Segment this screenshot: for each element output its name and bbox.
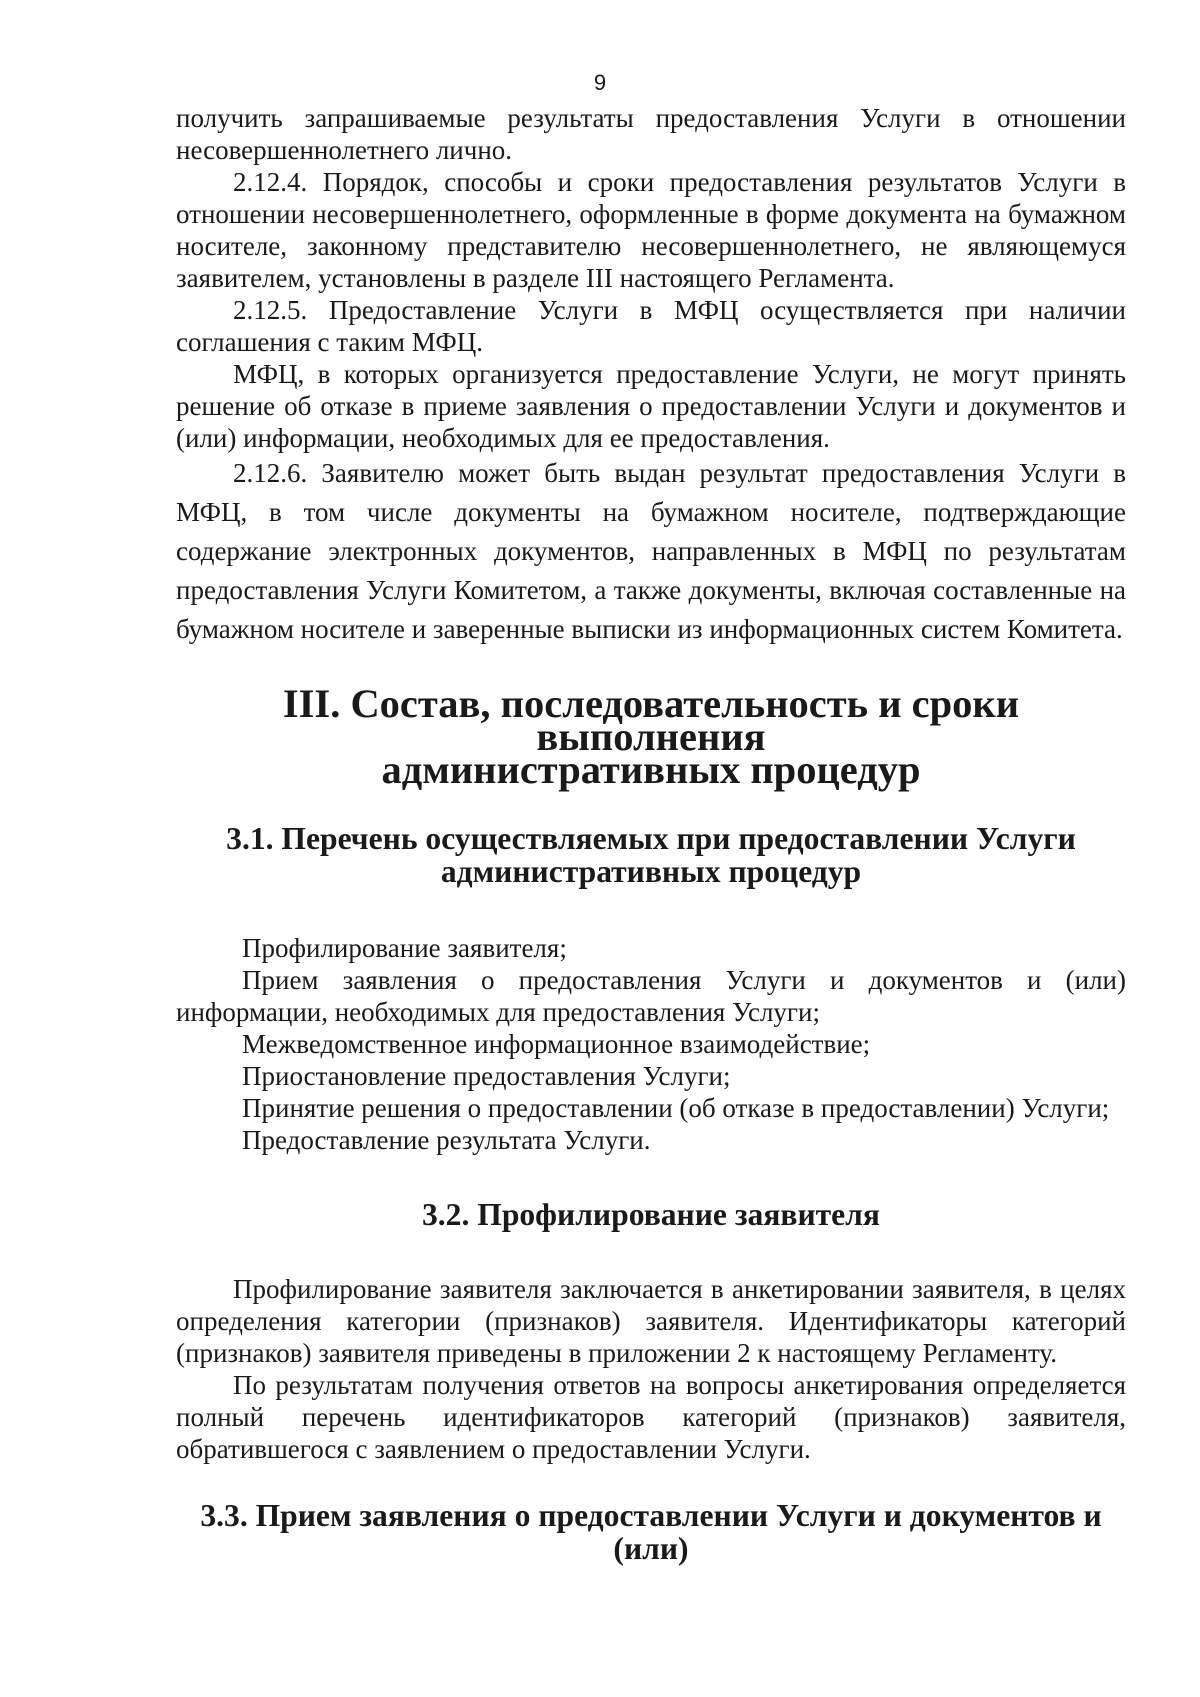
section-3-heading-line-2: административных процедур (381, 747, 921, 792)
section-3-3-heading: 3.3. Прием заявления о предоставлении Услуги и документов и (или) (200, 1498, 1102, 1566)
paragraph-continuation: получить запрашиваемые результаты предоставления Услуги в отношении несовершеннолетнего лично. (176, 103, 1126, 165)
paragraph-profiling-results: По результатам получения ответов на вопросы анкетирования определяется полный перечень идентификаторов категорий (признаков) заявителя, обратившегося с заявлением о предоставлении Услуги. (176, 1370, 1126, 1464)
document-body (176, 102, 1126, 1565)
page-number: 9 (593, 70, 607, 95)
section-3-1-heading-line-2: административных процедур (440, 854, 862, 889)
section-3-heading (176, 681, 1126, 792)
paragraph-mfc: МФЦ, в которых организуется предоставление Услуги, не могут принять решение об отказе в приеме заявления о предоставлении Услуги и документов и (или) информации, необходимых для ее предоставления. (176, 359, 1126, 453)
paragraph-profiling: Профилирование заявителя заключается в анкетировании заявителя, в целях определения категории (признаков) заявителя. Идентификаторы категорий (признаков) заявителя приведены в приложении 2 к настоящему Регламенту. (176, 1274, 1126, 1368)
section-3-2-heading: 3.2. Профилирование заявителя (422, 1197, 880, 1232)
paragraph-2-12-4: 2.12.4. Порядок, способы и сроки предоставления результатов Услуги в отношении несовершеннолетнего, оформленные в форме документа на бумажном носителе, законному представителю несовершеннолетнего, не являющемуся заявителем, установлены в разделе III настоящего Регламента. (176, 167, 1126, 293)
procedure-list-item: Принятие решения о предоставлении (об отказе в предоставлении) Услуги; (242, 1093, 1110, 1123)
procedure-list (176, 932, 1126, 1156)
procedure-list-item: Профилирование заявителя; (242, 933, 567, 963)
procedure-list-item: Прием заявления о предоставления Услуги и документов и (или) информации, необходимых для предоставления Услуги; (176, 965, 1126, 1027)
section-3-heading-line-1: III. Состав, последовательность и сроки выполнения (282, 681, 1020, 759)
paragraph-2-12-5: 2.12.5. Предоставление Услуги в МФЦ осуществляется при наличии соглашения с таким МФЦ. (176, 295, 1126, 357)
procedure-list-item: Межведомственное информационное взаимодействие; (242, 1029, 871, 1059)
paragraph-2-12-6: 2.12.6. Заявителю может быть выдан результат предоставления Услуги в МФЦ, в том числе документы на бумажном носителе, подтверждающие содержание электронных документов, направленных в МФЦ по результатам предоставления Услуги Комитетом, а также документы, включая составленные на бумажном носителе и заверенные выписки из информационных систем Комитета. (176, 458, 1126, 644)
procedure-list-item: Приостановление предоставления Услуги; (242, 1061, 731, 1091)
section-3-1-heading-line-1: 3.1. Перечень осуществляемых при предоставлении Услуги (226, 821, 1076, 856)
procedure-list-item: Предоставление результата Услуги. (242, 1125, 651, 1155)
section-3-1-heading (176, 822, 1126, 888)
